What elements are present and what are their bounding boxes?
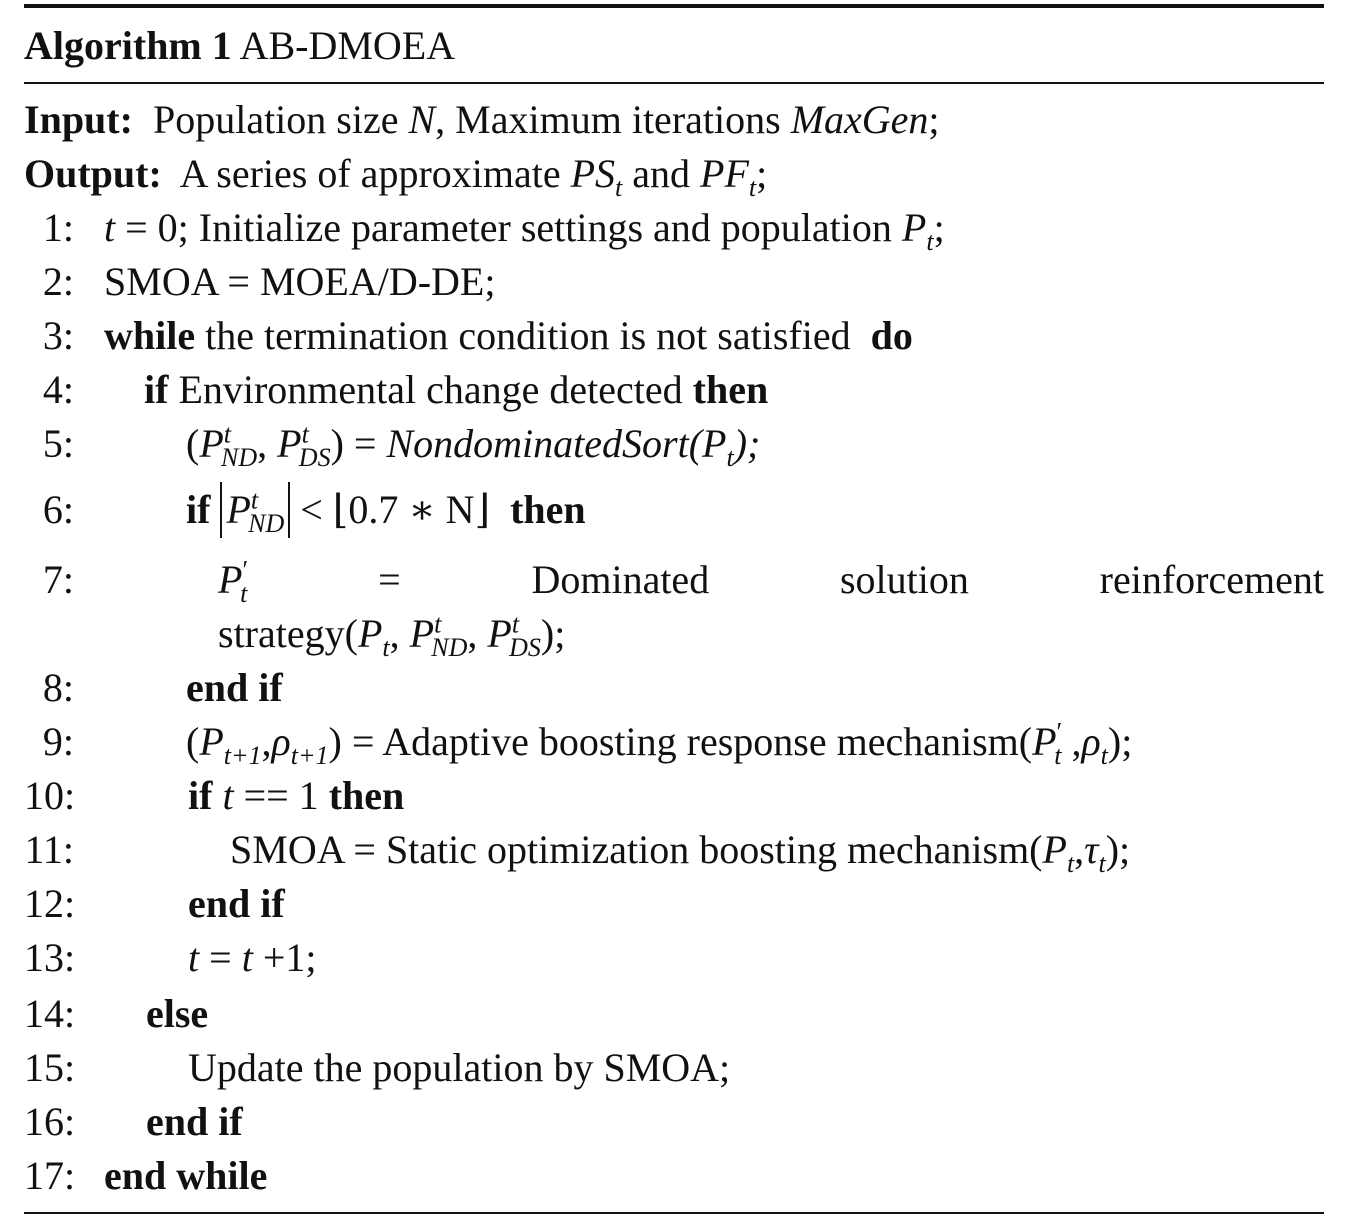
subscript: ND xyxy=(248,509,285,538)
var-t: t xyxy=(188,935,200,980)
line-15 xyxy=(24,1044,1324,1092)
superscript: t xyxy=(250,485,259,515)
line-number: 5: xyxy=(42,421,74,466)
line-number: 7: xyxy=(42,557,74,602)
line-6 xyxy=(24,482,1324,538)
equals: = xyxy=(199,935,242,980)
line-end: ); xyxy=(1105,827,1131,872)
input-text-b: , Maximum iterations xyxy=(435,97,791,142)
line-number: 12: xyxy=(24,881,76,926)
var-p: P xyxy=(487,611,512,656)
subscript: t xyxy=(240,579,248,608)
subscript: t xyxy=(382,633,390,662)
output-line xyxy=(24,150,1324,202)
output-var-ps: PS xyxy=(570,151,616,196)
keyword-else: else xyxy=(146,991,209,1036)
keyword-if: if xyxy=(186,487,211,532)
var-t: t xyxy=(241,935,253,980)
word-reinforcement: reinforcement xyxy=(1099,557,1324,602)
line-end: ); xyxy=(1107,719,1133,764)
line-end: ); xyxy=(733,421,761,466)
subscript: t xyxy=(926,227,934,256)
paren: ( xyxy=(186,719,200,764)
line-7-var xyxy=(218,555,249,608)
subscript: t xyxy=(1098,849,1106,878)
keyword-end-while: end while xyxy=(104,1153,268,1198)
line-9 xyxy=(24,717,1324,770)
keyword-then: then xyxy=(328,773,405,818)
var-tau: τ xyxy=(1084,827,1099,872)
line-number: 8: xyxy=(42,665,74,710)
var-p: P xyxy=(409,611,435,656)
output-text-c: ; xyxy=(756,151,768,196)
keyword-then: then xyxy=(510,487,586,532)
var-p: P xyxy=(218,557,243,602)
keyword-end-if: end if xyxy=(146,1099,243,1144)
word-solution: solution xyxy=(839,557,969,602)
subscript: ND xyxy=(221,443,258,472)
title-rule xyxy=(24,82,1324,84)
keyword-if: if xyxy=(188,773,213,818)
line-7-justified xyxy=(218,555,1324,608)
subscript: t xyxy=(726,443,734,472)
input-var-maxgen: MaxGen xyxy=(790,97,929,142)
line-number: 3: xyxy=(42,313,74,358)
comma: , xyxy=(257,421,278,466)
paren: ( xyxy=(186,421,200,466)
var-p: P xyxy=(199,719,224,764)
prime: ′ xyxy=(1056,717,1063,747)
line-text: the termination condition is not satisfied xyxy=(195,313,861,358)
comma: , xyxy=(1061,719,1082,764)
output-sub-pf: t xyxy=(748,173,757,202)
line-number: 11: xyxy=(24,827,74,872)
line-1 xyxy=(24,204,1324,256)
output-text-and: and xyxy=(622,151,701,196)
abs-value xyxy=(220,482,290,538)
line-16 xyxy=(24,1098,1324,1146)
line-7-continued xyxy=(24,609,1324,662)
keyword-end-if: end if xyxy=(188,881,285,926)
line-14 xyxy=(24,990,1324,1038)
superscript: t xyxy=(434,609,442,639)
line-11 xyxy=(24,826,1324,878)
line-10 xyxy=(24,772,1324,820)
line-number: 13: xyxy=(24,935,76,980)
equals: = xyxy=(378,557,401,602)
input-line xyxy=(24,96,1324,144)
var-rho: ρ xyxy=(1081,719,1101,764)
equals: ) = xyxy=(330,421,387,466)
line-4 xyxy=(24,366,1324,414)
var-p: P xyxy=(901,205,927,250)
subscript: ND xyxy=(431,633,468,662)
line-number: 9: xyxy=(42,719,74,764)
subscript: t xyxy=(1066,849,1075,878)
line-13 xyxy=(24,934,1324,982)
comma: , xyxy=(389,611,410,656)
line-end: ; xyxy=(933,205,945,250)
var-p: P xyxy=(1042,827,1067,872)
comma: , xyxy=(1074,827,1085,872)
superscript: t xyxy=(223,419,231,449)
subscript: t+1 xyxy=(290,741,329,770)
line-17 xyxy=(24,1152,1324,1200)
line-text: == 1 xyxy=(233,773,329,818)
subscript: t+1 xyxy=(223,741,262,770)
line-number: 15: xyxy=(24,1045,76,1090)
output-text-a: A series of approximate xyxy=(179,151,571,196)
var-p: P xyxy=(357,611,383,656)
output-sub-ps: t xyxy=(615,173,623,202)
subscript: t xyxy=(1100,741,1108,770)
line-number: 1: xyxy=(42,205,74,250)
line-text: SMOA = Static optimization boosting mechanism( xyxy=(230,827,1043,872)
superscript: t xyxy=(301,419,309,449)
keyword-while: while xyxy=(104,313,196,358)
line-2 xyxy=(24,258,1324,306)
line-text: +1; xyxy=(252,935,317,980)
line-end: ); xyxy=(540,611,566,656)
line-text: strategy( xyxy=(218,611,358,656)
line-number: 4: xyxy=(42,367,74,412)
keyword-if: if xyxy=(144,367,169,412)
line-text: ) = Adaptive boosting response mechanism( xyxy=(328,719,1033,764)
var-p: P xyxy=(226,487,251,532)
word-dominated: Dominated xyxy=(531,557,710,602)
line-number: 6: xyxy=(42,487,74,532)
prime: ′ xyxy=(242,555,249,585)
line-12 xyxy=(24,880,1324,928)
superscript: t xyxy=(511,609,520,639)
line-number: 17: xyxy=(24,1153,76,1198)
line-8 xyxy=(24,664,1324,712)
bottom-rule xyxy=(24,1212,1324,1214)
subscript: DS xyxy=(509,633,541,662)
line-3 xyxy=(24,312,1324,360)
comma: , xyxy=(261,719,272,764)
line-text: Environmental change detected xyxy=(168,367,693,412)
output-var-pf: PF xyxy=(700,151,749,196)
var-t: t xyxy=(212,773,234,818)
input-var-n: N xyxy=(408,97,436,142)
line-5 xyxy=(24,419,1324,472)
algorithm-label: Algorithm 1 xyxy=(24,23,232,68)
line-number: 14: xyxy=(24,991,76,1036)
line-text: Update the population by SMOA; xyxy=(188,1045,731,1090)
input-text-c: ; xyxy=(928,97,940,142)
subscript: t xyxy=(1054,741,1062,770)
keyword-end-if: end if xyxy=(186,665,283,710)
keyword-then: then xyxy=(692,367,769,412)
var-p: P xyxy=(199,421,224,466)
keyword-do: do xyxy=(870,313,913,358)
algorithm-name: AB-DMOEA xyxy=(239,23,456,68)
top-rule xyxy=(24,4,1324,8)
function-name: NondominatedSort(P xyxy=(386,421,727,466)
var-t: t xyxy=(104,205,116,250)
expression: < ⌊0.7 ∗ N⌋ xyxy=(290,487,501,532)
algorithm-title xyxy=(24,22,455,70)
line-text: SMOA = MOEA/D-DE; xyxy=(104,259,496,304)
subscript: DS xyxy=(298,443,331,472)
var-p: P xyxy=(277,421,302,466)
line-number: 10: xyxy=(24,773,76,818)
line-number: 16: xyxy=(24,1099,76,1144)
var-rho: ρ xyxy=(271,719,291,764)
comma: , xyxy=(467,611,488,656)
input-text-a: Population size xyxy=(152,97,409,142)
var-p: P xyxy=(1032,719,1057,764)
input-label: Input: xyxy=(24,97,133,142)
line-text: = 0; Initialize parameter settings and population xyxy=(115,205,902,250)
output-label: Output: xyxy=(24,151,162,196)
line-number: 2: xyxy=(42,259,74,304)
